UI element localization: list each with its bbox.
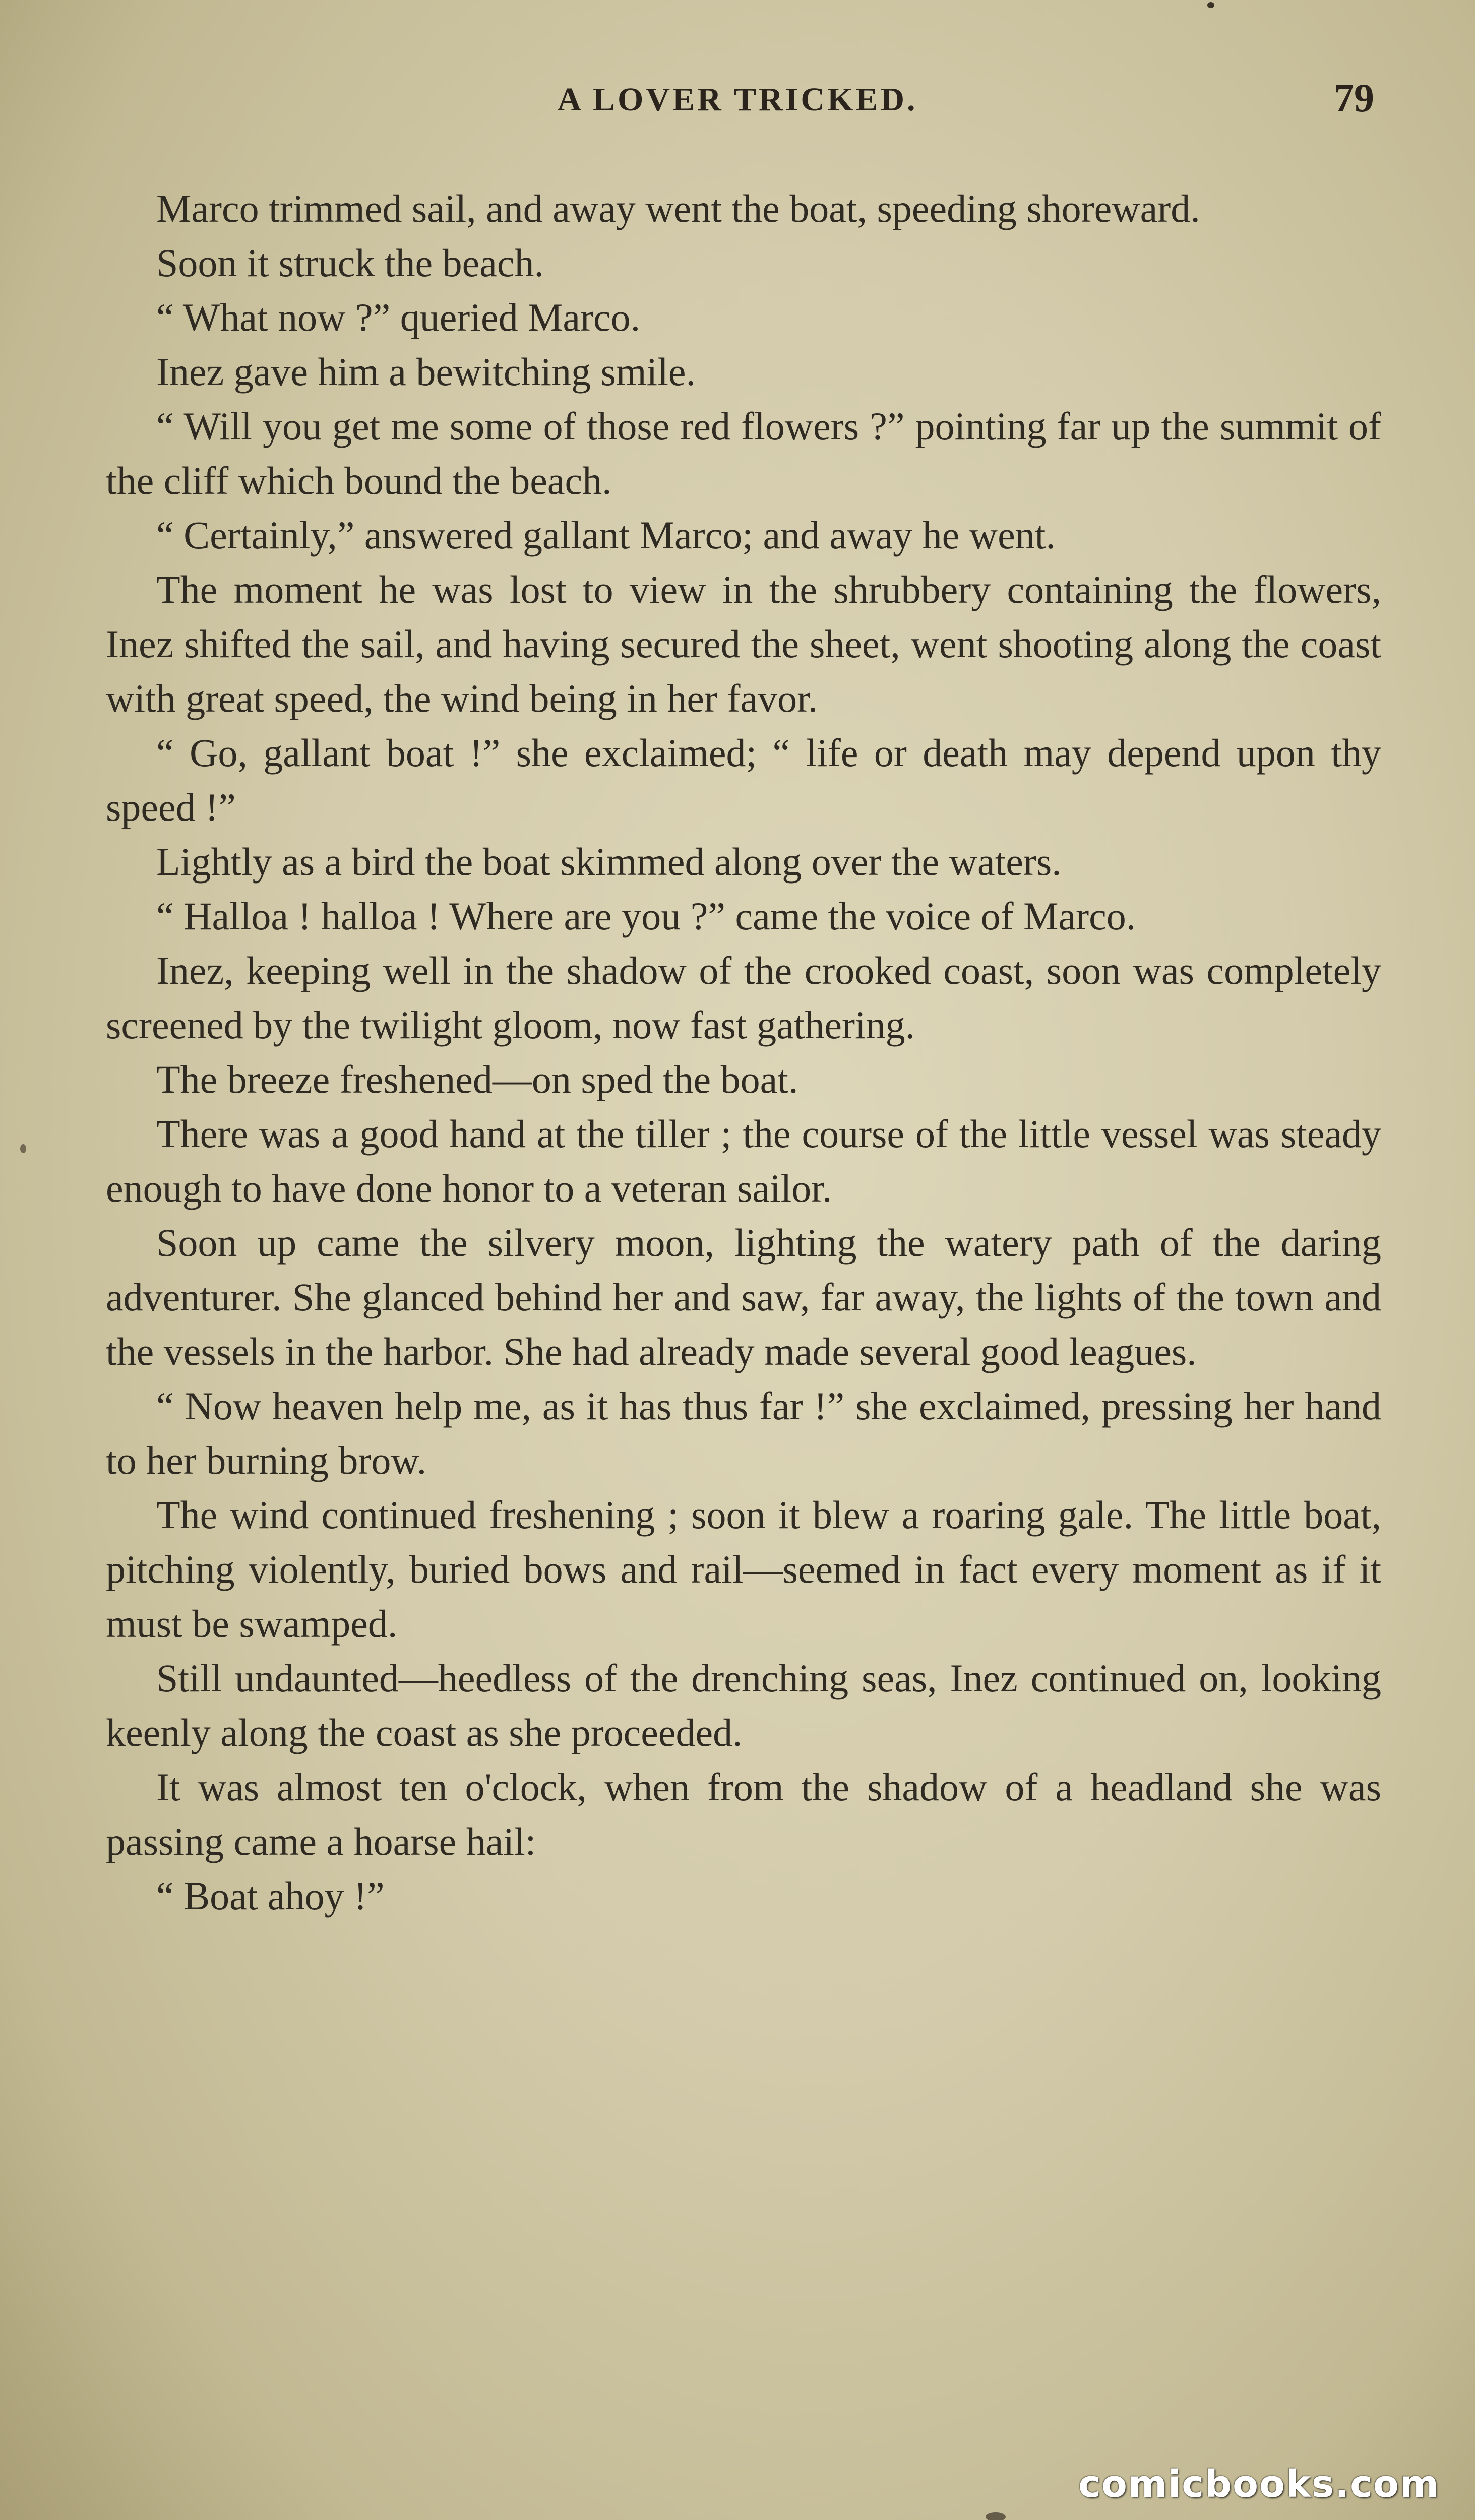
paragraph: “ Boat ahoy !” [156,1874,385,1918]
paragraph: Soon up came the silvery moon, lighting the watery path of the daring adventurer. She glanced behind her and saw, far away, the lights of the town and the vessels in the harbor. She had already made several good leagues. [106,1221,1381,1373]
page-number: 79 [1334,76,1374,120]
page-header [0,76,1475,136]
paragraph: “ Certainly,” answered gallant Marco; and away he went. [156,513,1056,557]
running-title: A LOVER TRICKED. [557,81,918,118]
paragraph: “ Will you get me some of those red flowers ?” pointing far up the summit of the cliff which bound the beach. [106,404,1381,502]
ink-speck [20,1144,26,1153]
paragraph: “ Halloa ! halloa ! Where are you ?” came the voice of Marco. [156,894,1136,938]
paragraph: “ Go, gallant boat !” she exclaimed; “ life or death may depend upon thy speed !” [106,731,1381,829]
ink-speck [986,2512,1006,2520]
paragraph: “ What now ?” queried Marco. [156,295,641,339]
paragraph: Soon it struck the beach. [156,241,544,285]
paragraph: Inez, keeping well in the shadow of the crooked coast, soon was completely screened by the twilight gloom, now fast gathering. [106,949,1381,1047]
paragraph: Marco trimmed sail, and away went the boat, speeding shoreward. [156,186,1200,230]
paragraph: Inez gave him a bewitching smile. [156,350,696,394]
site-watermark: comicbooks.com [1078,2463,1440,2506]
body-text [106,181,1381,1923]
paragraph: The wind continued freshening ; soon it blew a roaring gale. The little boat, pitching violently, buried bows and rail—seemed in fact every moment as if it must be swamped. [106,1493,1381,1646]
paragraph: There was a good hand at the tiller ; the course of the little vessel was steady enough to have done honor to a veteran sailor. [106,1112,1381,1210]
paragraph: Lightly as a bird the boat skimmed along over the waters. [156,840,1062,884]
paragraph: The breeze freshened—on sped the boat. [156,1057,798,1101]
paragraph: Still undaunted—heedless of the drenching seas, Inez continued on, looking keenly along the coast as she proceeded. [106,1656,1381,1754]
paragraph: The moment he was lost to view in the shrubbery containing the flowers, Inez shifted the sail, and having secured the sheet, went shooting along the coast with great speed, the wind being in her favor. [106,568,1381,720]
ink-speck [1207,2,1214,8]
paragraph: It was almost ten o'clock, when from the shadow of a headland she was passing came a hoarse hail: [106,1765,1381,1863]
paragraph: “ Now heaven help me, as it has thus far !” she exclaimed, pressing her hand to her burning brow. [106,1384,1381,1482]
